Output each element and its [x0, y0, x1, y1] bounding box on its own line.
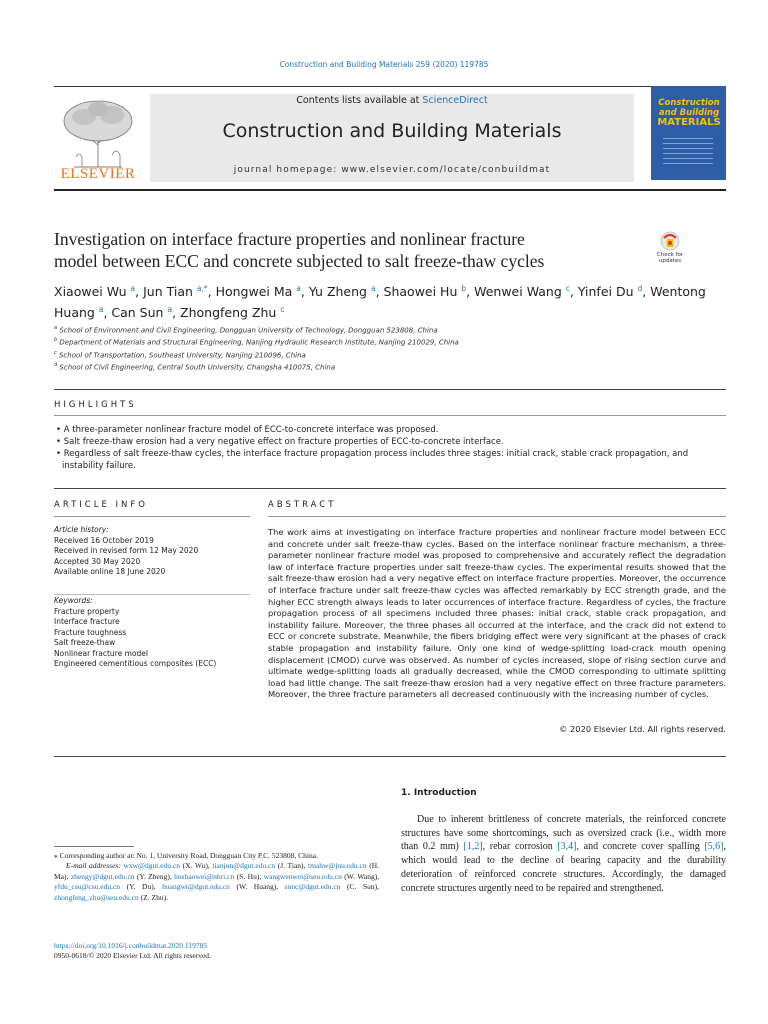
affiliation-item — [54, 335, 714, 347]
section-rule — [54, 594, 250, 595]
email-link[interactable]: zhongfeng_zhu@seu.edu.cn — [54, 892, 139, 902]
email-link[interactable]: wangwenwei@seu.edu.cn — [263, 871, 342, 881]
article-title — [54, 228, 634, 272]
author-affiliation-mark[interactable]: a — [167, 305, 173, 315]
abstract-text: The work aims at investigating on interface fracture properties and nonlinear fracture model between ECC and concrete under salt freeze-thaw cycles. Based on the interface nonlinear fracture mechanism, a three-parameter nonlinear fracture model was proposed to comprehensive and accurately reflect the degradation law of interface fracture properties under salt freeze-thaw cycles. The experimental results showed that the salt freeze-thaw erosion had a very negative effect on interface fracture properties. Moreover, the occurrence of interface fracture under salt freeze-thaw cycles was affected remarkably by ECC strength grade, and the higher ECC strength always leads to later occurrences of interface fracture. Regardless of cycles, the fracture propagation process of all specimens included three phases: initial crack, stable crack propagation, and instability failure. Moreover, the three phases all occurred at the interface, and the crack did not extend to ECC or concrete substrate. Meanwhile, the fibers bridging effect were very significant at the phases of crack stable propagation and instability failure. Only one kind of wedge-splitting load-crack mouth opening displacement (CMOD) curve was observed. As number of cycles increased, slope of rising section curve and ultimate wedge-splitting loads all gradually decreased, while the CMOD corresponding to ultimate splitting load had little change. The salt freeze-thaw erosion had a very negative effect on three fracture parameters. Moreover, the three fracture parameters all decreased continuously with the increasing number of cycles. — [268, 527, 726, 700]
email-owner: (W. Huang), — [236, 882, 279, 892]
email-addresses — [54, 861, 379, 903]
intro-text-segment: , rebar corrosion — [482, 841, 558, 853]
affiliation-item — [54, 360, 714, 372]
history-label: Article history: — [54, 525, 109, 534]
intro-text-segment: Due to inherent brittleness of concrete materials, the reinforced concrete structures have some shortcomings, such as oversized crack (i.e., width more than 0.2 mm) — [401, 814, 726, 853]
email-link[interactable]: tmahw@jnu.edu.cn — [308, 861, 367, 871]
author-list: Xiaowei Wu $^a$, Jun Tian $^{a,*}$, Hongwei Ma $^a$, Yu Zheng $^a$, Shaowei Hu $^b$, Wenwei Wang $^c$, Yinfei Du $^d$, Wentong Huang $^a$, Can Sun $^a$, Zhongfeng Zhu $^c$ — [54, 284, 706, 321]
cover-title — [655, 98, 723, 128]
introduction-heading: 1. Introduction — [401, 788, 477, 798]
author-affiliation-mark[interactable]: d — [637, 284, 643, 293]
keyword-item: Salt freeze-thaw — [54, 638, 116, 647]
affiliation-text: School of Transportation, Southeast University, Nanjing 210096, China — [58, 350, 306, 359]
intro-text-segment: , which would lead to the decline of bearing capacity and the durability deterioration of reinforced concrete structures. Accordingly, the damaged concrete structures urgently need to be repaired and strengthened. — [401, 841, 726, 894]
keyword-item: Fracture property — [54, 606, 120, 616]
keywords-list — [54, 596, 264, 670]
email-link[interactable]: sunc@dgut.edu.cn — [284, 882, 341, 892]
affiliation-text: School of Environment and Civil Engineering, Dongguan University of Technology, Dongguan 523808, China — [59, 326, 438, 335]
homepage-prefix: journal homepage: — [233, 165, 342, 175]
journal-title: Construction and Building Materials — [222, 120, 562, 142]
highlight-item: • Regardless of salt freeze-thaw cycles, the interface fracture propagation process includes three stages: initial crack, stable crack propagation, and instability failure. — [56, 449, 689, 471]
elsevier-tree-icon — [54, 95, 142, 169]
email-owner: (H. Ma), — [54, 861, 379, 881]
journal-reference-link[interactable]: Construction and Building Materials 259 (2020) 119785 — [279, 60, 489, 69]
author-affiliation-mark[interactable]: c — [280, 305, 285, 315]
email-link[interactable]: zhengy@dgut.edu.cn — [70, 871, 135, 881]
homepage-url-link[interactable]: www.elsevier.com/locate/conbuildmat — [341, 165, 551, 175]
author-affiliation-mark[interactable]: a — [370, 284, 376, 293]
header-top-rule — [54, 86, 726, 87]
doi-block — [54, 941, 379, 962]
affiliation-item — [54, 348, 714, 360]
affiliation-mark: b — [54, 337, 58, 344]
doi-link[interactable]: https://doi.org/10.1016/j.conbuildmat.2020.119785 — [54, 941, 208, 950]
citation-link[interactable]: [1,2] — [463, 841, 483, 853]
corresponding-author-note: ⁎ Corresponding author at: No. 1, University Road, Dongguan City P.C. 523808, China. — [54, 851, 318, 860]
email-owner: (S. Hu), — [236, 871, 262, 881]
email-link[interactable]: yfdu_csu@csu.edu.cn — [54, 882, 121, 892]
highlight-text: Regardless of salt freeze-thaw cycles, the interface fracture propagation process includes three stages: initial crack, stable crack propagation, and instability failure. — [62, 449, 689, 471]
author-name: Wenwei Wang — [474, 284, 562, 300]
issn-line: 0950-0618/© 2020 Elsevier Ltd. All rights reserved. — [54, 951, 211, 961]
history-item: Received in revised form 12 May 2020 — [54, 546, 199, 555]
contents-prefix: Contents lists available at — [296, 95, 423, 106]
journal-cover-thumbnail[interactable] — [651, 86, 726, 180]
author-affiliation-mark[interactable]: b — [461, 284, 467, 293]
author-name: Hongwei Ma — [215, 284, 293, 300]
affiliation-text: Department of Materials and Structural Engineering, Nanjing Hydraulic Research Institute, Nanjing 210029, China — [59, 338, 459, 347]
footnote — [54, 851, 379, 903]
email-link[interactable]: wxw@dgut.edu.cn — [123, 861, 180, 871]
author-affiliation-mark[interactable]: a — [130, 284, 136, 293]
author-affiliation-mark[interactable]: a — [296, 284, 301, 293]
journal-homepage-line — [150, 165, 634, 175]
email-link[interactable]: hushaowei@nhri.cn — [174, 871, 235, 881]
author-affiliation-mark[interactable]: c — [565, 284, 570, 293]
email-owner: (J. Tian), — [277, 861, 306, 871]
section-rule — [268, 516, 726, 517]
keyword-item: Fracture toughness — [54, 627, 127, 637]
header-bottom-rule — [54, 189, 726, 191]
highlight-text: Salt freeze-thaw erosion had a very negative effect on fracture properties of ECC-to-concrete interface. — [63, 437, 504, 447]
affiliation-mark: c — [54, 349, 57, 356]
section-rule — [54, 415, 726, 416]
footnote-rule — [54, 846, 134, 847]
cover-title-line3: MATERIALS — [657, 117, 721, 128]
keyword-item: Engineered cementitious composites (ECC) — [54, 659, 217, 668]
author-name: Xiaowei Wu — [54, 284, 127, 300]
sciencedirect-link[interactable]: ScienceDirect — [422, 95, 488, 106]
highlight-text: A three-parameter nonlinear fracture model of ECC-to-concrete interface was proposed. — [63, 425, 439, 435]
history-item: Received 16 October 2019 — [54, 535, 154, 545]
author-name: Jun Tian — [143, 284, 193, 300]
section-rule — [54, 516, 250, 517]
keyword-item: Interface fracture — [54, 617, 120, 626]
introduction-text — [401, 813, 726, 895]
highlight-item: • A three-parameter nonlinear fracture model of ECC-to-concrete interface was proposed. — [56, 425, 439, 435]
affiliation-text: School of Civil Engineering, Central South University, Changsha 410075, China — [59, 363, 336, 372]
section-rule — [54, 488, 726, 489]
highlights-list — [54, 424, 726, 472]
email-owner: (Z. Zhu). — [140, 892, 168, 902]
elsevier-wordmark: ELSEVIER — [60, 166, 136, 182]
citation-link[interactable]: [5,6] — [704, 841, 724, 853]
introduction-paragraph — [401, 813, 726, 895]
abstract-heading: ABSTRACT — [268, 500, 337, 510]
email-owner: (C. Sun), — [347, 882, 379, 892]
author-name: Yinfei Du — [577, 284, 634, 300]
email-link[interactable]: huangwt@dgut.edu.cn — [162, 882, 230, 892]
keywords-label: Keywords: — [54, 596, 93, 605]
affiliation-mark: d — [54, 361, 58, 368]
check-for-updates-badge[interactable] — [650, 230, 690, 270]
email-owner: (Y. Du), — [126, 882, 156, 892]
history-item: Accepted 30 May 2020 — [54, 556, 141, 566]
citation-link[interactable]: [3,4] — [557, 841, 577, 853]
keyword-item: Nonlinear fracture model — [54, 648, 148, 658]
author-name: Yu Zheng — [308, 284, 367, 300]
article-history — [54, 525, 254, 578]
intro-text-segment: , and concrete cover spalling — [576, 841, 705, 853]
author-affiliation-mark[interactable]: a — [98, 305, 104, 315]
affiliation-item — [54, 323, 714, 335]
cover-decoration — [663, 138, 713, 168]
highlights-heading: HIGHLIGHTS — [54, 400, 137, 410]
check-updates-icon — [650, 230, 690, 252]
author-affiliation-mark[interactable]: a,* — [196, 284, 208, 293]
author-name: Zhongfeng Zhu — [180, 305, 277, 321]
check-updates-label: Check for updates — [656, 252, 684, 264]
section-rule — [54, 389, 726, 390]
highlight-item: • Salt freeze-thaw erosion had a very negative effect on fracture properties of ECC-to-concrete interface. — [56, 437, 504, 447]
email-label: E-mail addresses: — [66, 861, 121, 871]
cover-title-line2: and Building — [658, 108, 720, 118]
author-name: Can Sun — [111, 305, 164, 321]
email-owner: (X. Wu), — [182, 861, 210, 871]
elsevier-logo[interactable] — [54, 95, 142, 185]
article-title-line1: Investigation on interface fracture properties and nonlinear fracture — [54, 229, 525, 249]
history-item: Available online 18 June 2020 — [54, 567, 166, 576]
email-link[interactable]: tianjun@dgut.edu.cn — [212, 861, 276, 871]
affiliation-list — [54, 323, 714, 372]
abstract-copyright: © 2020 Elsevier Ltd. All rights reserved. — [559, 724, 726, 734]
cover-title-line1: Construction — [658, 98, 720, 108]
author-name: Wentong Huang — [54, 284, 706, 321]
affiliation-mark: a — [54, 325, 58, 331]
email-owner: (W. Wang), — [344, 871, 380, 881]
section-rule — [54, 756, 726, 757]
contents-line — [150, 95, 634, 106]
article-title-line2: model between ECC and concrete subjected to salt freeze-thaw cycles — [54, 251, 545, 271]
email-owner: (Y. Zheng), — [136, 871, 172, 881]
article-info-heading: ARTICLE INFO — [54, 500, 148, 510]
author-name: Shaowei Hu — [383, 284, 458, 300]
